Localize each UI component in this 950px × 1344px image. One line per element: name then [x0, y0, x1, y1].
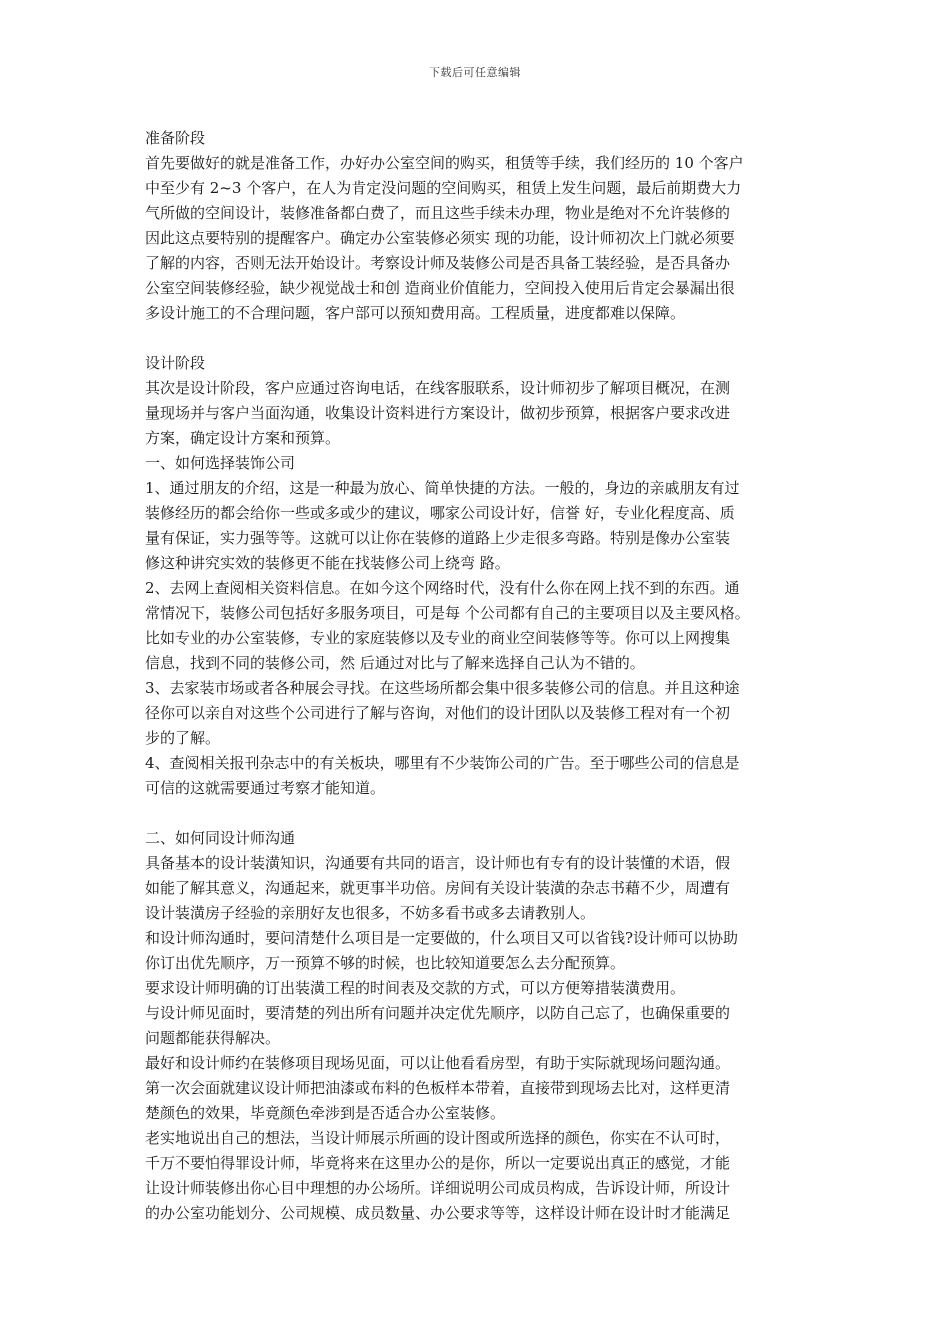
text-line: 问题都能获得解决。	[145, 1029, 281, 1047]
text-line: 量有保证，实力强等等。这就可以让你在装修的道路上少走很多弯路。特别是像办公室装	[145, 529, 731, 547]
paragraph-spacer	[145, 326, 811, 351]
text-line: 气所做的空间设计，装修准备都白费了，而且这些手续未办理，物业是绝对不允许装修的	[145, 204, 731, 222]
text-line: 如能了解其意义，沟通起来，就更事半功倍。房间有关设计装潢的杂志书藉不少，周遭有	[145, 879, 731, 897]
text-line: 让设计师装修出你心目中理想的办公场所。详细说明公司成员构成，告诉设计师，所设计	[145, 1179, 731, 1197]
text-line: 公室空间装修经验，缺少视觉战士和创 造商业价值能力，空间投入使用后肯定会暴漏出很	[145, 279, 735, 297]
text-line: 一、如何选择装饰公司	[145, 454, 296, 472]
text-line: 最好和设计师约在装修项目现场见面，可以让他看看房型，有助于实际就现场问题沟通。	[145, 1054, 731, 1072]
text-line: 你订出优先顺序，万一预算不够的时候，也比较知道要怎么去分配预算。	[145, 954, 626, 972]
text-line: 千万不要怕得罪设计师，毕竟将来在这里办公的是你，所以一定要说出真正的感觉，才能	[145, 1154, 731, 1172]
text-line: 老实地说出自己的想法，当设计师展示所画的设计图或所选择的颜色，你实在不认可时，	[145, 1129, 731, 1147]
text-line: 了解的内容，否则无法开始设计。考察设计师及装修公司是否具备工装经验，是否具备办	[145, 254, 731, 272]
text-line: 2、去网上查阅相关资料信息。在如今这个网络时代，没有什么你在网上找不到的东西。通	[145, 579, 740, 597]
text-line: 第一次会面就建议设计师把油漆或布料的色板样本带着，直接带到现场去比对，这样更清	[145, 1079, 731, 1097]
text-line: 方案，确定设计方案和预算。	[145, 429, 341, 447]
text-line: 径你可以亲自对这些个公司进行了解与咨询，对他们的设计团队以及装修工程对有一个初	[145, 704, 731, 722]
text-line: 3、去家装市场或者各种展会寻找。在这些场所都会集中很多装修公司的信息。并且这种途	[145, 679, 740, 697]
text-line: 比如专业的办公室装修，专业的家庭装修以及专业的商业空间装修等等。你可以上网搜集	[145, 629, 731, 647]
text-line: 要求设计师明确的订出装潢工程的时间表及交款的方式，可以方便筹措装潢费用。	[145, 979, 686, 997]
text-line: 4、查阅相关报刊杂志中的有关板块，哪里有不少装饰公司的广告。至于哪些公司的信息是	[145, 754, 740, 772]
text-line: 具备基本的设计装潢知识，沟通要有共同的语言，设计师也有专有的设计装懂的术语，假	[145, 854, 731, 872]
text-line: 步的了解。	[145, 729, 221, 747]
text-line: 二、如何同设计师沟通	[145, 829, 296, 847]
text-line: 1、通过朋友的介绍，这是一种最为放心、简单快捷的方法。一般的，身边的亲戚朋友有过	[145, 479, 740, 497]
text-line: 的办公室功能划分、公司规模、成员数量、办公要求等等，这样设计师在设计时才能满足	[145, 1204, 731, 1222]
text-line: 与设计师见面时，要清楚的列出所有问题并决定优先顺序，以防自己忘了，也确保重要的	[145, 1004, 731, 1022]
page-header-note: 下载后可任意编辑	[429, 66, 521, 79]
text-line: 量现场并与客户当面沟通，收集设计资料进行方案设计，做初步预算，根据客户要求改进	[145, 404, 731, 422]
paragraph-spacer	[145, 801, 811, 826]
text-line: 准备阶段	[145, 129, 206, 147]
text-line: 信息，找到不同的装修公司，然 后通过对比与了解来选择自己认为不错的。	[145, 654, 645, 672]
text-line: 可信的这就需要通过考察才能知道。	[145, 779, 386, 797]
text-line: 楚颜色的效果，毕竟颜色牵涉到是否适合办公室装修。	[145, 1104, 506, 1122]
text-line: 多设计施工的不合理问题，客户部可以预知费用高。工程质量，进度都难以保障。	[145, 304, 686, 322]
document-body	[145, 126, 811, 1226]
text-line: 设计阶段	[145, 354, 206, 372]
text-line: 首先要做好的就是准备工作，办好办公室空间的购买，租赁等手续，我们经历的 10 个客户	[145, 154, 744, 172]
text-line: 装修经历的都会给你一些或多或少的建议，哪家公司设计好，信誉 好，专业化程度高、质	[145, 504, 735, 522]
text-line: 常情况下，装修公司包括好多服务项目，可是每 个公司都有自己的主要项目以及主要风格。	[145, 604, 750, 622]
text-line: 设计装潢房子经验的亲朋好友也很多，不妨多看书或多去请教别人。	[145, 904, 596, 922]
text-line: 中至少有 2~3 个客户，在人为肯定没问题的空间购买，租赁上发生问题，最后前期费大力	[145, 179, 742, 197]
text-line: 其次是设计阶段，客户应通过咨询电话，在线客服联系，设计师初步了解项目概况，在测	[145, 379, 731, 397]
text-line: 因此这点要特别的提醒客户。确定办公室装修必须实 现的功能，设计师初次上门就必须要	[145, 229, 735, 247]
text-line: 修这种讲究实效的装修更不能在找装修公司上绕弯 路。	[145, 554, 510, 572]
text-line: 和设计师沟通时，要问清楚什么项目是一定要做的，什么项目又可以省钱?设计师可以协助	[145, 929, 739, 947]
